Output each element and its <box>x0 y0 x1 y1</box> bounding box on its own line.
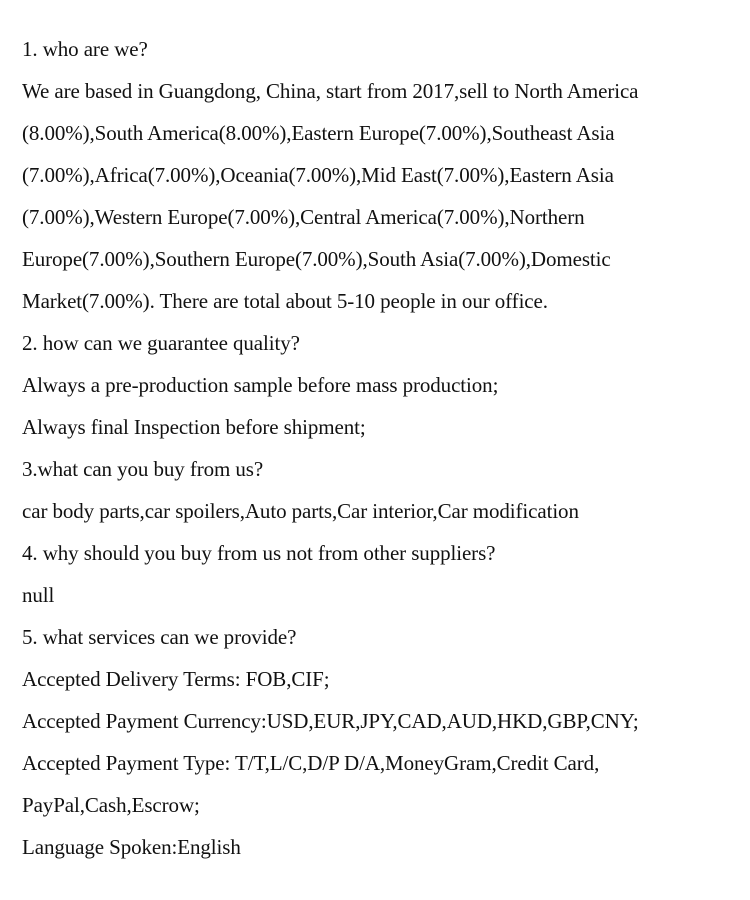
question-what-to-buy: 3.what can you buy from us? <box>22 457 264 481</box>
answer-line: (8.00%),South America(8.00%),Eastern Europe(7.00%),Southeast Asia <box>22 121 615 145</box>
question-services: 5. what services can we provide? <box>22 625 297 649</box>
answer-line: Market(7.00%). There are total about 5-10 people in our office. <box>22 289 548 313</box>
answer-line: (7.00%),Africa(7.00%),Oceania(7.00%),Mid East(7.00%),Eastern Asia <box>22 163 614 187</box>
faq-document <box>22 28 746 868</box>
answer-line: Always a pre-production sample before mass production; <box>22 373 499 397</box>
answer-line: Accepted Payment Currency:USD,EUR,JPY,CAD,AUD,HKD,GBP,CNY; <box>22 709 639 733</box>
answer-line: Accepted Payment Type: T/T,L/C,D/P D/A,MoneyGram,Credit Card, <box>22 751 600 775</box>
answer-line: Accepted Delivery Terms: FOB,CIF; <box>22 667 330 691</box>
question-who-are-we: 1. who are we? <box>22 37 148 61</box>
answer-line: PayPal,Cash,Escrow; <box>22 793 200 817</box>
answer-line: We are based in Guangdong, China, start from 2017,sell to North America <box>22 79 639 103</box>
answer-line: Language Spoken:English <box>22 835 241 859</box>
question-why-buy-from-us: 4. why should you buy from us not from other suppliers? <box>22 541 496 565</box>
answer-line: null <box>22 583 55 607</box>
answer-line: (7.00%),Western Europe(7.00%),Central America(7.00%),Northern <box>22 205 585 229</box>
answer-line: Always final Inspection before shipment; <box>22 415 366 439</box>
question-quality-guarantee: 2. how can we guarantee quality? <box>22 331 300 355</box>
answer-line: car body parts,car spoilers,Auto parts,Car interior,Car modification <box>22 499 579 523</box>
answer-line: Europe(7.00%),Southern Europe(7.00%),South Asia(7.00%),Domestic <box>22 247 611 271</box>
